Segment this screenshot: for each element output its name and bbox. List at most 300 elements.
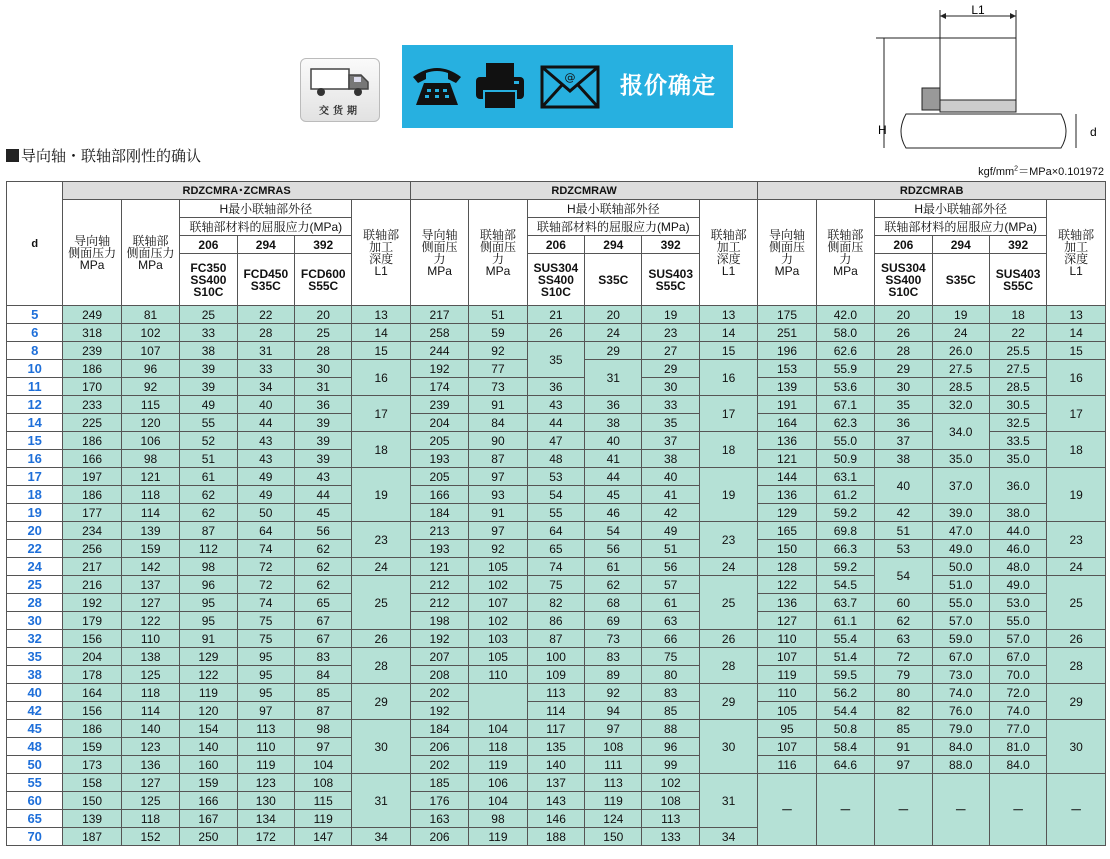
table-cell: 51.0: [932, 576, 989, 594]
depth-cell: 34: [352, 828, 410, 846]
table-cell: 75: [527, 576, 584, 594]
depth-cell: 30: [352, 720, 410, 774]
dim-h-label: H: [878, 123, 887, 137]
table-cell: 44: [527, 414, 584, 432]
table-cell: 38: [642, 450, 699, 468]
table-cell: 62: [295, 576, 352, 594]
table-cell: 216: [63, 576, 121, 594]
table-cell: 147: [295, 828, 352, 846]
dim-l1-label: L1: [971, 3, 985, 17]
table-cell: 84: [295, 666, 352, 684]
table-cell: 55.4: [816, 630, 874, 648]
col-header-material: FCD600 S55C: [295, 254, 352, 306]
table-cell: 55.0: [932, 594, 989, 612]
table-cell: 86: [527, 612, 584, 630]
table-cell: 67.1: [816, 396, 874, 414]
col-header-joint-pressure: 联轴部 侧面压 力 MPa: [469, 200, 527, 306]
depth-cell: 24: [1047, 558, 1106, 576]
col-header-yield: 联轴部材料的屈服应力(MPa): [875, 218, 1047, 236]
col-header-yield-value: 294: [585, 236, 642, 254]
table-cell: 27.5: [989, 360, 1046, 378]
table-cell: 192: [410, 702, 468, 720]
table-cell: 49: [180, 396, 237, 414]
col-header-yield-value: 392: [989, 236, 1046, 254]
table-cell: 80: [875, 684, 932, 702]
table-cell: 158: [63, 774, 121, 792]
table-row: [7, 306, 1106, 324]
table-cell: 59.2: [816, 558, 874, 576]
table-cell: 61.1: [816, 612, 874, 630]
table-cell: 102: [121, 324, 179, 342]
table-cell: 37.0: [932, 468, 989, 504]
row-d-value: 19: [7, 504, 63, 522]
section-title: [6, 145, 201, 166]
table-cell: 234: [63, 522, 121, 540]
table-cell: 35: [527, 342, 584, 378]
table-cell: 81.0: [989, 738, 1046, 756]
table-cell: 239: [63, 342, 121, 360]
row-d-value: 20: [7, 522, 63, 540]
table-cell: 19: [932, 306, 989, 324]
table-cell: 150: [585, 828, 642, 846]
table-cell: 206: [410, 738, 468, 756]
table-cell: 80: [642, 666, 699, 684]
table-cell: 84.0: [989, 756, 1046, 774]
table-cell: 38: [875, 450, 932, 468]
table-cell: 118: [121, 810, 179, 828]
table-cell: 63: [642, 612, 699, 630]
table-cell: 49: [237, 468, 294, 486]
col-header-yield-value: 392: [295, 236, 352, 254]
table-row: [7, 324, 1106, 342]
table-cell: 140: [121, 720, 179, 738]
row-d-value: 8: [7, 342, 63, 360]
table-cell: 75: [642, 648, 699, 666]
table-cell: 96: [180, 576, 237, 594]
table-cell: 58.4: [816, 738, 874, 756]
depth-cell: 23: [1047, 522, 1106, 558]
table-row: [7, 414, 1106, 432]
depth-cell: 15: [1047, 342, 1106, 360]
table-row: [7, 396, 1106, 414]
col-header-material: SUS304 SS400 S10C: [875, 254, 932, 306]
table-row: [7, 702, 1106, 720]
depth-cell: 26: [699, 630, 757, 648]
table-cell: 76.0: [932, 702, 989, 720]
phone-icon[interactable]: [410, 61, 464, 109]
table-row: [7, 612, 1106, 630]
table-cell: 207: [410, 648, 468, 666]
table-cell: 39: [295, 432, 352, 450]
table-cell: 98: [121, 450, 179, 468]
table-cell: 56: [642, 558, 699, 576]
table-cell: 105: [469, 558, 527, 576]
col-header-yield-value: 206: [875, 236, 932, 254]
table-cell: 26: [875, 324, 932, 342]
table-cell: 138: [121, 648, 179, 666]
table-cell: 37: [875, 432, 932, 450]
depth-cell: 18: [699, 432, 757, 468]
table-cell: 83: [642, 684, 699, 702]
row-d-value: 30: [7, 612, 63, 630]
table-cell: 62: [295, 558, 352, 576]
depth-cell: 29: [352, 684, 410, 720]
email-icon[interactable]: [540, 65, 600, 109]
table-cell: 68: [585, 594, 642, 612]
table-cell: 67: [295, 630, 352, 648]
table-cell: 44: [295, 486, 352, 504]
table-cell: 72: [875, 648, 932, 666]
table-cell: 40: [875, 468, 932, 504]
table-cell: 113: [237, 720, 294, 738]
table-cell: 97: [875, 756, 932, 774]
depth-cell: 17: [699, 396, 757, 432]
table-cell: 134: [237, 810, 294, 828]
table-cell: 69: [585, 612, 642, 630]
table-cell: 159: [121, 540, 179, 558]
row-d-value: 17: [7, 468, 63, 486]
row-d-value: 48: [7, 738, 63, 756]
table-cell: 25: [295, 324, 352, 342]
table-cell: 64.6: [816, 756, 874, 774]
table-cell: 188: [527, 828, 584, 846]
table-cell: 58.0: [816, 324, 874, 342]
table-cell: 127: [121, 594, 179, 612]
table-cell: 184: [410, 504, 468, 522]
table-cell: 50.9: [816, 450, 874, 468]
depth-cell: 24: [699, 558, 757, 576]
table-cell: 121: [410, 558, 468, 576]
col-header-guide-pressure: 导向轴 侧面压 力 MPa: [410, 200, 468, 306]
table-cell: 29: [875, 360, 932, 378]
table-cell: 24: [585, 324, 642, 342]
table-row: [7, 540, 1106, 558]
table-cell: 25.5: [989, 342, 1046, 360]
col-header-guide-pressure: 导向轴 侧面压 力 MPa: [758, 200, 816, 306]
table-cell: 53.6: [816, 378, 874, 396]
table-cell: 50.8: [816, 720, 874, 738]
group-header: RDZCMRA･ZCMRAS: [63, 182, 410, 200]
table-cell: 50: [237, 504, 294, 522]
table-cell: 62: [180, 486, 237, 504]
table-cell: 63: [875, 630, 932, 648]
table-cell: 83: [585, 648, 642, 666]
depth-cell: 23: [699, 522, 757, 558]
table-cell: 105: [758, 702, 816, 720]
table-cell: 66.3: [816, 540, 874, 558]
table-cell: 108: [585, 738, 642, 756]
table-cell: 42: [875, 504, 932, 522]
table-cell: 77: [469, 360, 527, 378]
table-cell: 98: [180, 558, 237, 576]
table-cell: 174: [410, 378, 468, 396]
table-cell: 54.4: [816, 702, 874, 720]
table-cell: 69.8: [816, 522, 874, 540]
table-cell: 217: [63, 558, 121, 576]
table-cell: 42: [642, 504, 699, 522]
table-cell: 51: [180, 450, 237, 468]
table-cell: 49: [642, 522, 699, 540]
table-cell: 129: [758, 504, 816, 522]
quote-confirm-button[interactable]: 报价确定: [620, 72, 716, 98]
table-row: [7, 630, 1106, 648]
depth-cell: 18: [352, 432, 410, 468]
table-cell: 31: [585, 360, 642, 396]
table-cell: 73.0: [932, 666, 989, 684]
col-header-yield-value: 392: [642, 236, 699, 254]
table-cell: 115: [295, 792, 352, 810]
table-cell: 87: [180, 522, 237, 540]
col-header-yield: 联轴部材料的屈服应力(MPa): [180, 218, 352, 236]
table-cell: 30: [295, 360, 352, 378]
table-cell: 55: [180, 414, 237, 432]
table-cell: 42.0: [816, 306, 874, 324]
table-cell: 172: [237, 828, 294, 846]
table-cell: 119: [758, 666, 816, 684]
table-row: [7, 504, 1106, 522]
table-cell: 66: [642, 630, 699, 648]
depth-cell: 29: [1047, 684, 1106, 720]
depth-cell: 25: [352, 576, 410, 630]
table-cell: 36: [527, 378, 584, 396]
table-cell: 20: [295, 306, 352, 324]
table-cell: 62: [585, 576, 642, 594]
table-cell: 43: [237, 450, 294, 468]
table-cell: 59.5: [816, 666, 874, 684]
table-cell: 114: [527, 702, 584, 720]
table-cell: 84: [469, 414, 527, 432]
table-cell: 38: [585, 414, 642, 432]
table-cell: 73: [469, 378, 527, 396]
depth-cell: 14: [1047, 324, 1106, 342]
table-cell: 60: [875, 594, 932, 612]
table-cell: 39.0: [932, 504, 989, 522]
table-cell: 159: [180, 774, 237, 792]
table-cell: 127: [758, 612, 816, 630]
row-d-value: 18: [7, 486, 63, 504]
na-cell: －: [758, 774, 816, 846]
table-cell: 36: [875, 414, 932, 432]
table-cell: 53: [875, 540, 932, 558]
table-cell: 318: [63, 324, 121, 342]
delivery-time-button[interactable]: [300, 58, 380, 122]
table-cell: 61: [585, 558, 642, 576]
table-cell: 192: [410, 630, 468, 648]
table-cell: 57: [642, 576, 699, 594]
table-row: [7, 648, 1106, 666]
table-cell: 109: [527, 666, 584, 684]
table-cell: 27.5: [932, 360, 989, 378]
table-cell: 92: [121, 378, 179, 396]
table-cell: 117: [527, 720, 584, 738]
table-cell: 88.0: [932, 756, 989, 774]
table-cell: 62: [295, 540, 352, 558]
table-cell: 104: [295, 756, 352, 774]
table-row: [7, 342, 1106, 360]
table-cell: 75: [237, 612, 294, 630]
table-cell: 97: [469, 522, 527, 540]
table-cell: 120: [121, 414, 179, 432]
col-header-depth: 联轴部 加工 深度 L1: [352, 200, 410, 306]
group-header: RDZCMRAB: [758, 182, 1106, 200]
table-cell: 28: [295, 342, 352, 360]
table-cell: 110: [758, 630, 816, 648]
table-cell: 97: [295, 738, 352, 756]
row-d-value: 60: [7, 792, 63, 810]
col-header-joint-pressure: 联轴部 侧面压力 MPa: [121, 200, 179, 306]
table-cell: 105: [469, 648, 527, 666]
coupling-diagram: [866, 2, 1106, 152]
table-cell: 95: [180, 594, 237, 612]
col-header-yield-value: 294: [932, 236, 989, 254]
table-cell: 212: [410, 594, 468, 612]
depth-cell: 30: [699, 720, 757, 774]
table-cell: 77.0: [989, 720, 1046, 738]
table-cell: 233: [63, 396, 121, 414]
table-cell: 49.0: [932, 540, 989, 558]
table-cell: 72: [237, 576, 294, 594]
table-cell: 18: [989, 306, 1046, 324]
table-cell: 113: [642, 810, 699, 828]
col-header-material: SUS304 SS400 S10C: [527, 254, 584, 306]
table-cell: 59: [469, 324, 527, 342]
table-cell: 244: [410, 342, 468, 360]
table-cell: 104: [469, 720, 527, 738]
table-cell: 202: [410, 756, 468, 774]
table-cell: 125: [121, 792, 179, 810]
na-cell: －: [1047, 774, 1106, 846]
table-cell: 106: [469, 774, 527, 792]
row-d-value: 16: [7, 450, 63, 468]
table-cell: 29: [642, 360, 699, 378]
table-cell: 62.6: [816, 342, 874, 360]
table-cell: 142: [121, 558, 179, 576]
table-cell: 136: [758, 486, 816, 504]
table-cell: 44.0: [989, 522, 1046, 540]
depth-cell: 30: [1047, 720, 1106, 774]
table-row: [7, 468, 1106, 486]
col-header-depth: 联轴部 加工 深度 L1: [1047, 200, 1106, 306]
row-d-value: 15: [7, 432, 63, 450]
table-cell: 85: [875, 720, 932, 738]
table-cell: 55: [527, 504, 584, 522]
row-d-value: 14: [7, 414, 63, 432]
table-cell: 140: [180, 738, 237, 756]
depth-cell: 19: [352, 468, 410, 522]
table-cell: 137: [527, 774, 584, 792]
table-cell: 258: [410, 324, 468, 342]
table-cell: 41: [585, 450, 642, 468]
table-cell: 51: [469, 306, 527, 324]
depth-cell: 15: [352, 342, 410, 360]
depth-cell: 19: [699, 468, 757, 522]
top-banner: [0, 0, 1110, 178]
table-cell: 52: [180, 432, 237, 450]
table-cell: 133: [642, 828, 699, 846]
table-cell: 164: [63, 684, 121, 702]
table-cell: 67: [295, 612, 352, 630]
table-cell: 56.2: [816, 684, 874, 702]
table-cell: 123: [237, 774, 294, 792]
table-cell: 53.0: [989, 594, 1046, 612]
table-cell: 35.0: [989, 450, 1046, 468]
table-cell: 54.5: [816, 576, 874, 594]
table-cell: 136: [758, 432, 816, 450]
table-cell: 107: [758, 738, 816, 756]
row-d-value: 24: [7, 558, 63, 576]
table-cell: 95: [758, 720, 816, 738]
table-row: [7, 720, 1106, 738]
table-cell: 56: [295, 522, 352, 540]
col-header-yield-value: 294: [237, 236, 294, 254]
table-cell: 173: [63, 756, 121, 774]
table-cell: 186: [63, 720, 121, 738]
table-cell: 154: [180, 720, 237, 738]
col-header-hmin: H最小联轴部外径: [875, 200, 1047, 218]
table-cell: 39: [295, 450, 352, 468]
printer-icon[interactable]: [474, 61, 526, 111]
table-cell: 36: [295, 396, 352, 414]
table-cell: 55.0: [989, 612, 1046, 630]
table-cell: 178: [63, 666, 121, 684]
row-d-value: 45: [7, 720, 63, 738]
table-cell: 74.0: [932, 684, 989, 702]
table-cell: 26.0: [932, 342, 989, 360]
col-header-d: d: [7, 182, 63, 306]
table-cell: 93: [469, 486, 527, 504]
table-cell: 104: [469, 792, 527, 810]
table-cell: 83: [295, 648, 352, 666]
table-cell: 74: [527, 558, 584, 576]
table-cell: 176: [410, 792, 468, 810]
na-cell: －: [989, 774, 1046, 846]
table-cell: 91: [875, 738, 932, 756]
table-cell: 67.0: [989, 648, 1046, 666]
table-cell: 166: [63, 450, 121, 468]
table-cell: 40: [585, 432, 642, 450]
table-cell: 250: [180, 828, 237, 846]
table-cell: 114: [121, 504, 179, 522]
table-cell: 98: [469, 810, 527, 828]
table-cell: 119: [237, 756, 294, 774]
table-cell: 43: [295, 468, 352, 486]
table-cell: 54: [875, 558, 932, 594]
table-cell: 119: [295, 810, 352, 828]
table-cell: 111: [585, 756, 642, 774]
table-cell: 122: [121, 612, 179, 630]
table-cell: 166: [410, 486, 468, 504]
depth-cell: 34: [699, 828, 757, 846]
contact-panel: [402, 45, 733, 128]
table-cell: 96: [121, 360, 179, 378]
row-d-value: 42: [7, 702, 63, 720]
table-cell: 31: [295, 378, 352, 396]
table-cell: 48: [527, 450, 584, 468]
table-cell: 186: [63, 486, 121, 504]
table-cell: 95: [237, 648, 294, 666]
table-cell: 251: [758, 324, 816, 342]
table-cell: 95: [237, 666, 294, 684]
table-cell: 192: [410, 360, 468, 378]
table-cell: [469, 684, 527, 720]
table-cell: 61: [180, 468, 237, 486]
col-header-yield-value: 206: [180, 236, 237, 254]
depth-cell: 17: [1047, 396, 1106, 432]
table-cell: 113: [585, 774, 642, 792]
col-header-hmin: H最小联轴部外径: [527, 200, 699, 218]
table-cell: 92: [469, 342, 527, 360]
table-cell: 119: [469, 756, 527, 774]
